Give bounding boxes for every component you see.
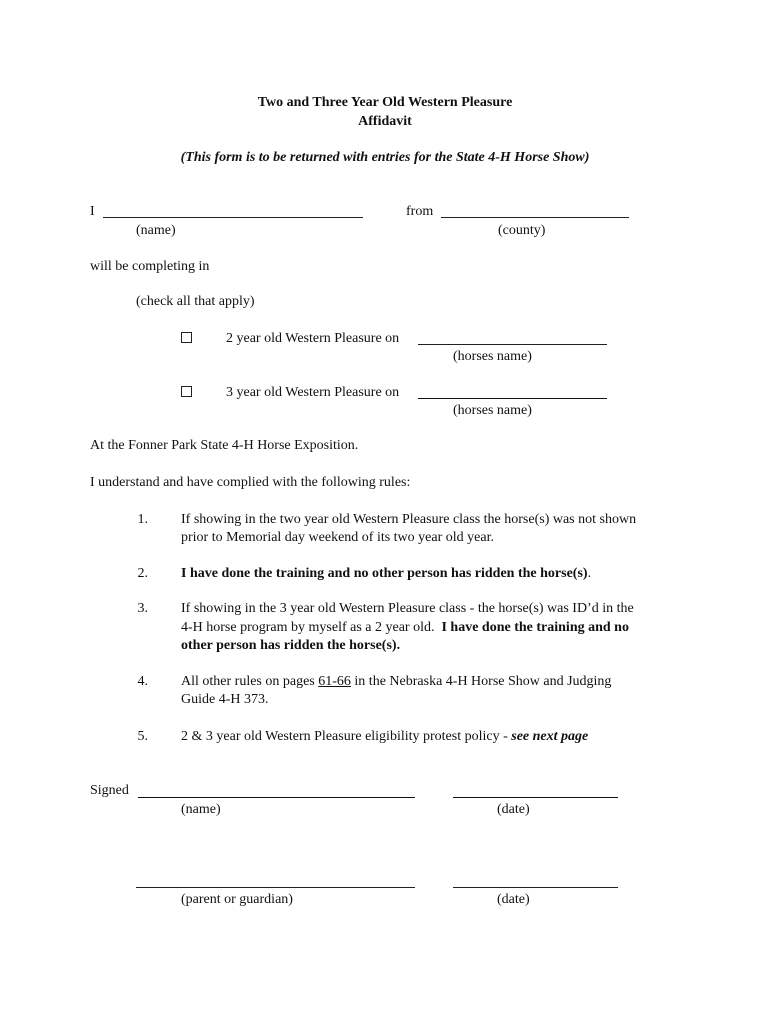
two-year-horse-name-field[interactable] [418,344,607,345]
guardian-caption: (parent or guardian) [181,892,293,907]
rule-2-text [181,565,591,583]
rule-1-line2: prior to Memorial day weekend of its two year old year. [181,530,494,545]
rule-5-text [181,728,588,746]
signature-name-caption: (name) [181,802,221,817]
county-caption: (county) [498,223,546,238]
signature-date-caption: (date) [497,802,530,817]
two-year-option-label: 2 year old Western Pleasure on [226,331,400,346]
rule-3-line3: other person has ridden the horse(s). [181,638,401,653]
identity-prefix: I [90,204,95,219]
name-caption: (name) [136,223,176,238]
rules-intro: I understand and have complied with the following rules: [90,475,411,490]
rule-2-bold: I have done the training and no other person has ridden the horse(s) [181,566,588,581]
form-title-affidavit: Affidavit [358,114,412,129]
guardian-date-caption: (date) [497,892,530,907]
guardian-signature-field[interactable] [136,887,415,888]
two-year-horse-caption: (horses name) [453,349,532,364]
rule-number: 3. [137,601,148,616]
signed-label: Signed [90,783,129,798]
rule-3-line1: If showing in the 3 year old Western Pleasure class - the horse(s) was ID’d in the [181,601,634,616]
rule-4-line2: Guide 4-H 373. [181,692,269,707]
rule-number: 4. [137,674,148,689]
rule-number: 2. [137,566,148,581]
county-field[interactable] [441,217,629,218]
rule-4-pages-link[interactable]: 61-66 [318,674,351,689]
rule-1-line1: If showing in the two year old Western Pleasure class the horse(s) was not shown [181,512,637,527]
rule-number: 5. [137,729,148,744]
two-year-checkbox[interactable] [181,332,192,343]
form-subtitle: (This form is to be returned with entries for the State 4-H Horse Show) [180,150,590,165]
signature-name-field[interactable] [138,797,415,798]
rule-4-post: in the Nebraska 4-H Horse Show and Judging [350,674,612,689]
rule-3-line2-plain: 4-H horse program by myself as a 2 year old. [181,620,442,635]
three-year-option-label: 3 year old Western Pleasure on [226,385,400,400]
form-title: Two and Three Year Old Western Pleasure [257,95,513,110]
check-note: (check all that apply) [136,294,255,309]
three-year-horse-name-field[interactable] [418,398,607,399]
signature-date-field[interactable] [453,797,618,798]
guardian-date-field[interactable] [453,887,618,888]
rule-number: 1. [137,512,148,527]
rule-5-plain: 2 & 3 year old Western Pleasure eligibility protest policy - [181,729,512,744]
rule-4-line1 [181,673,611,691]
rule-5-emph: see next page [511,729,589,744]
rule-4-pre: All other rules on pages [181,674,319,689]
rule-3-line2 [181,619,629,637]
name-field[interactable] [103,217,363,218]
rule-2-tail: . [587,566,592,581]
location-text: At the Fonner Park State 4-H Horse Exposition. [90,438,359,453]
rule-3-line2-bold: I have done the training and no [441,620,629,635]
from-label: from [406,204,434,219]
three-year-checkbox[interactable] [181,386,192,397]
completing-text: will be completing in [90,259,210,274]
three-year-horse-caption: (horses name) [453,403,532,418]
